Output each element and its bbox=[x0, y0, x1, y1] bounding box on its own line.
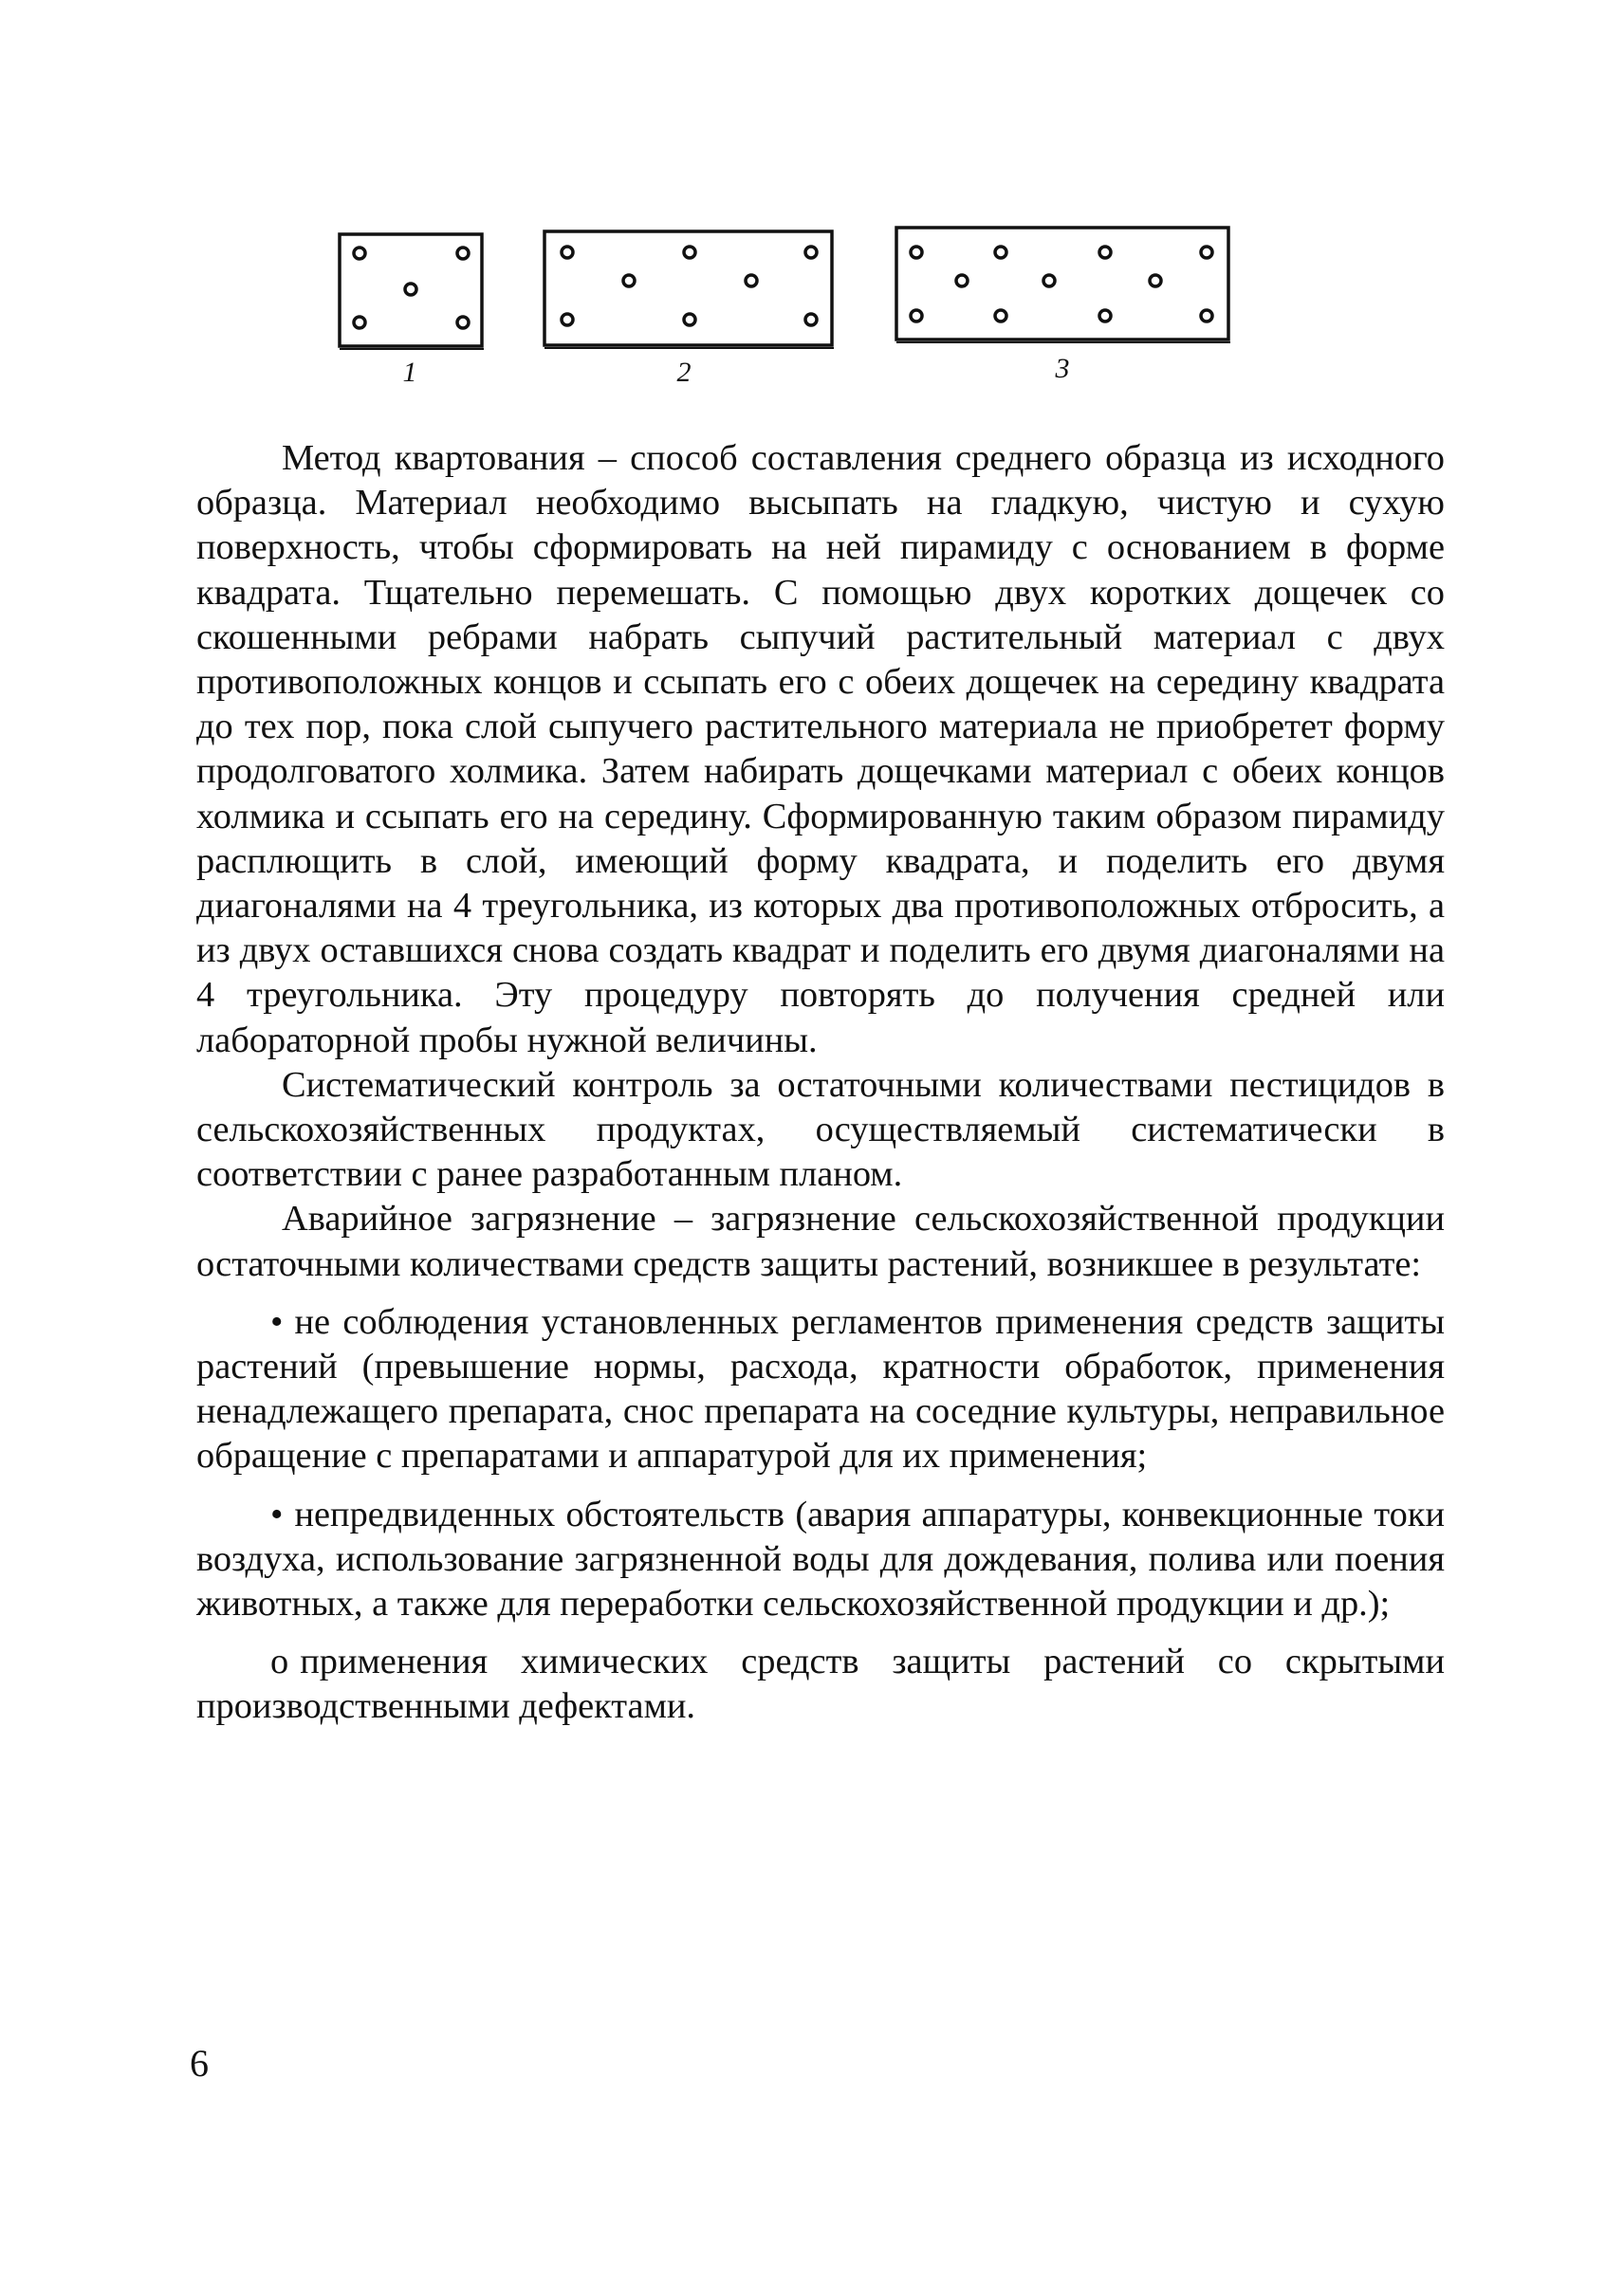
bullet-text: непредвиденных обстоятельств (авария аппаратуры, конвекционные токи воздуха, использование загрязненной воды для дождевания, полива или поения животных, а также для переработки сельскохозяйственной продукции и др.); bbox=[196, 1494, 1445, 1625]
sampling-point bbox=[562, 247, 573, 258]
sampling-point bbox=[1201, 247, 1212, 258]
sampling-point bbox=[1043, 275, 1055, 286]
sampling-point bbox=[354, 248, 365, 259]
main-text bbox=[196, 436, 1445, 1730]
bullet-item bbox=[196, 1640, 1445, 1729]
page-number: 6 bbox=[190, 2042, 209, 2085]
sampling-point bbox=[684, 314, 695, 325]
bullet-mark: • bbox=[270, 1301, 284, 1342]
bullet-item bbox=[196, 1300, 1445, 1479]
figure-caption-1: 1 bbox=[402, 357, 417, 388]
sampling-point bbox=[1201, 310, 1212, 321]
bullet-mark: о bbox=[270, 1642, 289, 1682]
sampling-point bbox=[956, 275, 968, 286]
sampling-point bbox=[457, 317, 469, 328]
bullet-text: не соблюдения установленных регламентов применения средств защиты растений (превышение нормы, расхода, кратности обработок, применения ненадлежащего препарата, снос препарата на соседние культуры, неправильное обращение с препаратами и аппаратурой для их применения; bbox=[196, 1301, 1445, 1477]
bullet-text: применения химических средств защиты растений со скрытыми производственными дефектами. bbox=[196, 1642, 1445, 1727]
sample-area-outline bbox=[896, 228, 1228, 340]
sampling-point bbox=[354, 317, 365, 328]
sampling-point bbox=[405, 284, 416, 295]
sampling-point bbox=[1099, 247, 1111, 258]
sampling-point bbox=[1099, 310, 1111, 321]
sampling-scheme-1 bbox=[340, 234, 484, 349]
sampling-point bbox=[805, 247, 817, 258]
sampling-point bbox=[911, 310, 922, 321]
bullet-mark: • bbox=[270, 1494, 284, 1534]
sampling-point bbox=[911, 247, 922, 258]
sampling-point bbox=[805, 314, 817, 325]
sampling-scheme-2 bbox=[544, 231, 834, 348]
sampling-point bbox=[562, 314, 573, 325]
bullet-item bbox=[196, 1493, 1445, 1627]
sampling-point bbox=[1150, 275, 1161, 286]
paragraph-systematic-control: Систематический контроль за остаточными количествами пестицидов в сельскохозяйственных продуктах, осуществляемый систематически в соответствии с ранее разработанным планом. bbox=[196, 1064, 1445, 1195]
sampling-point bbox=[995, 247, 1006, 258]
sampling-point bbox=[684, 247, 695, 258]
sampling-point bbox=[746, 275, 757, 286]
paragraph-quartering-method: Метод квартования – способ составления среднего образца из исходного образца. Материал необходимо высыпать на гладкую, чистую и сухую поверхность, чтобы сформировать на ней пирамиду с основанием в форме квадрата. Тщательно перемешать. С помощью двух коротких дощечек со скошенными ребрами набрать сыпучий растительный материал с двух противоположных концов и ссыпать его с обеих дощечек на середину квадрата до тех пор, пока слой сыпучего растительного материала не приобретет форму продолговатого холмика. Затем набирать дощечками материал с обеих концов холмика и ссыпать его на середину. Сформированную таким образом пирамиду расплющить в слой, имеющий форму квадрата, и поделить его двумя диагоналями на 4 треугольника, из которых два противоположных отбросить, а из двух оставшихся снова создать квадрат и поделить его двумя диагоналями на 4 треугольника. Эту процедуру повторять до получения средней или лабораторной пробы нужной величины. bbox=[196, 438, 1445, 1060]
figure-caption-2: 2 bbox=[676, 357, 692, 388]
sampling-point bbox=[623, 275, 635, 286]
figure-caption-3: 3 bbox=[1055, 353, 1070, 384]
paragraph-emergency-contamination: Аварийное загрязнение – загрязнение сельскохозяйственной продукции остаточными количествами средств защиты растений, возникшее в результате: bbox=[196, 1199, 1445, 1284]
sampling-point bbox=[995, 310, 1006, 321]
sampling-scheme-figure bbox=[0, 0, 1624, 408]
sampling-point bbox=[457, 248, 469, 259]
sampling-scheme-3 bbox=[896, 228, 1230, 342]
